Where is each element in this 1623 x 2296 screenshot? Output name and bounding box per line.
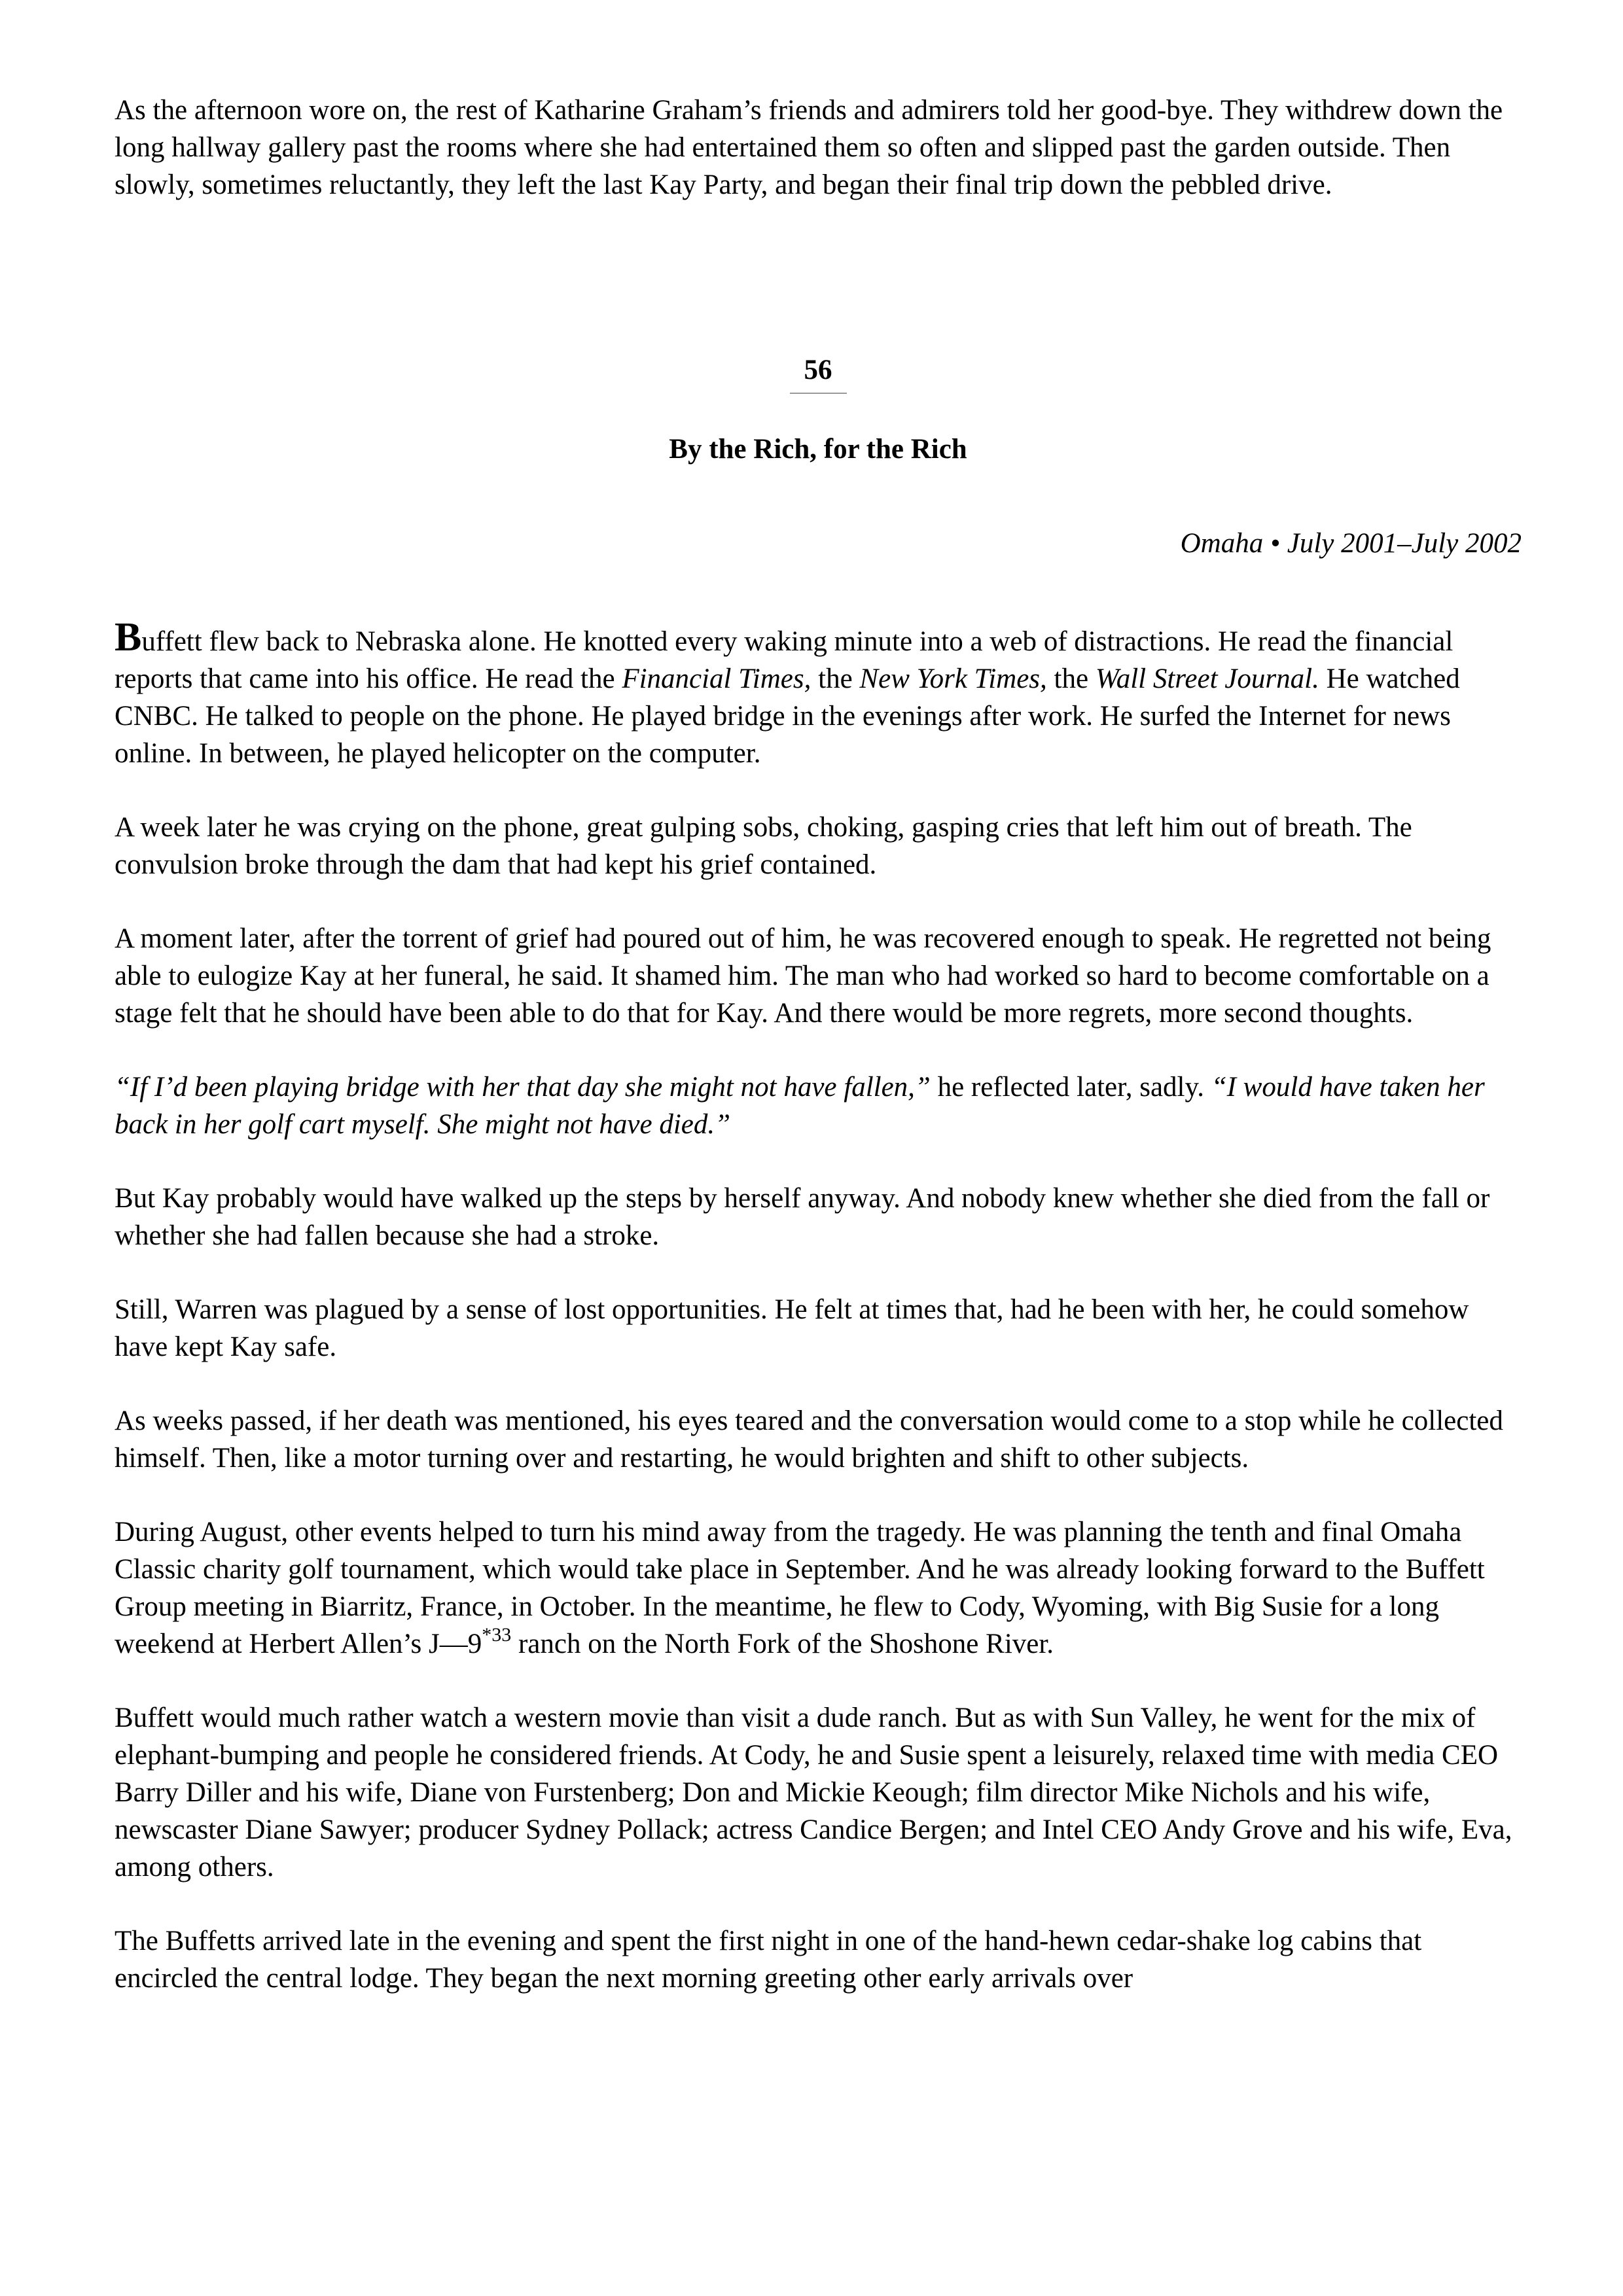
p8-text-b: ranch on the North Fork of the Shoshone River. xyxy=(511,1629,1054,1659)
p8-text-a: During August, other events helped to turn his mind away from the tragedy. He was planning the tenth and final Omaha Classic charity golf tournament, which would take place in September. And he was already looking forward to the Buffett Group meeting in Biarritz, France, in October. In the meantime, he flew to Cody, Wyoming, with Big Susie for a long weekend at Herbert Allen’s J—9 xyxy=(115,1517,1485,1659)
chapter-number xyxy=(115,351,1522,394)
paragraph-2: A week later he was crying on the phone, great gulping sobs, choking, gasping cries that left him out of breath. The convulsion broke through the dam that had kept his grief contained. xyxy=(115,812,1412,880)
drop-cap: B xyxy=(115,615,142,660)
chapter-dateline: Omaha • July 2001–July 2002 xyxy=(1180,528,1522,559)
document-page xyxy=(115,92,1522,2034)
p1-text-d: He watched CNBC. He talked to people on the phone. He played bridge in the evenings after work. He surfed the Internet for news online. In between, he played helicopter on the computer. xyxy=(115,663,1460,769)
p4-text-mid: he reflected later, sadly. xyxy=(930,1072,1211,1103)
footnote-marker[interactable]: *33 xyxy=(482,1624,512,1646)
paragraph-7: As weeks passed, if her death was mentioned, his eyes teared and the conversation would come to a stop while he collected himself. Then, like a motor turning over and restarting, he would brighten and shift to other subjects. xyxy=(115,1405,1503,1474)
paragraph-8 xyxy=(115,1513,1522,1663)
p1-text-b: the xyxy=(811,663,860,694)
p1-italic-wsj: Wall Street Journal. xyxy=(1095,663,1319,694)
opening-paragraph: As the afternoon wore on, the rest of Katharine Graham’s friends and admirers told her good-bye. They withdrew down the long hallway gallery past the rooms where she had entertained them so often and slipped past the garden outside. Then slowly, sometimes reluctantly, they left the last Kay Party, and began their final trip down the pebbled drive. xyxy=(115,95,1503,200)
p4-quote-1: “If I’d been playing bridge with her that day she might not have fallen,” xyxy=(115,1072,931,1103)
paragraph-9: Buffett would much rather watch a western movie than visit a dude ranch. But as with Sun Valley, he went for the mix of elephant-bumping and people he considered friends. At Cody, he and Susie spent a leisurely, relaxed time with media CEO Barry Diller and his wife, Diane von Furstenberg; Don and Mickie Keough; film director Mike Nichols and his wife, newscaster Diane Sawyer; producer Sydney Pollack; actress Candice Bergen; and Intel CEO Andy Grove and his wife, Eva, among others. xyxy=(115,1703,1512,1882)
paragraph-6: Still, Warren was plagued by a sense of lost opportunities. He felt at times that, had he been with her, he could somehow have kept Kay safe. xyxy=(115,1294,1469,1362)
paragraph-4 xyxy=(115,1069,1522,1143)
p4-quote-2: “I would have taken her back in her golf cart myself. She might not have died.” xyxy=(115,1072,1485,1140)
p1-text-c: the xyxy=(1046,663,1096,694)
chapter-title: By the Rich, for the Rich xyxy=(669,434,967,465)
p1-italic-financial-times: Financial Times, xyxy=(622,663,812,694)
p1-text-a: uffett flew back to Nebraska alone. He knotted every waking minute into a web of distractions. He read the financial reports that came into his office. He read the xyxy=(115,626,1454,694)
paragraph-10: The Buffetts arrived late in the evening and spent the first night in one of the hand-hewn cedar-shake log cabins that encircled the central lodge. They began the next morning greeting other early arrivals over xyxy=(115,1926,1422,1994)
p1-italic-nyt: New York Times, xyxy=(859,663,1047,694)
paragraph-1 xyxy=(115,615,1522,772)
chapter-number-text: 56 xyxy=(790,351,847,394)
paragraph-3: A moment later, after the torrent of grief had poured out of him, he was recovered enough to speak. He regretted not being able to eulogize Kay at her funeral, he said. It shamed him. The man who had worked so hard to become comfortable on a stage felt that he should have been able to do that for Kay. And there would be more regrets, more second thoughts. xyxy=(115,923,1491,1029)
paragraph-5: But Kay probably would have walked up the steps by herself anyway. And nobody knew whether she died from the fall or whether she had fallen because she had a stroke. xyxy=(115,1183,1490,1251)
